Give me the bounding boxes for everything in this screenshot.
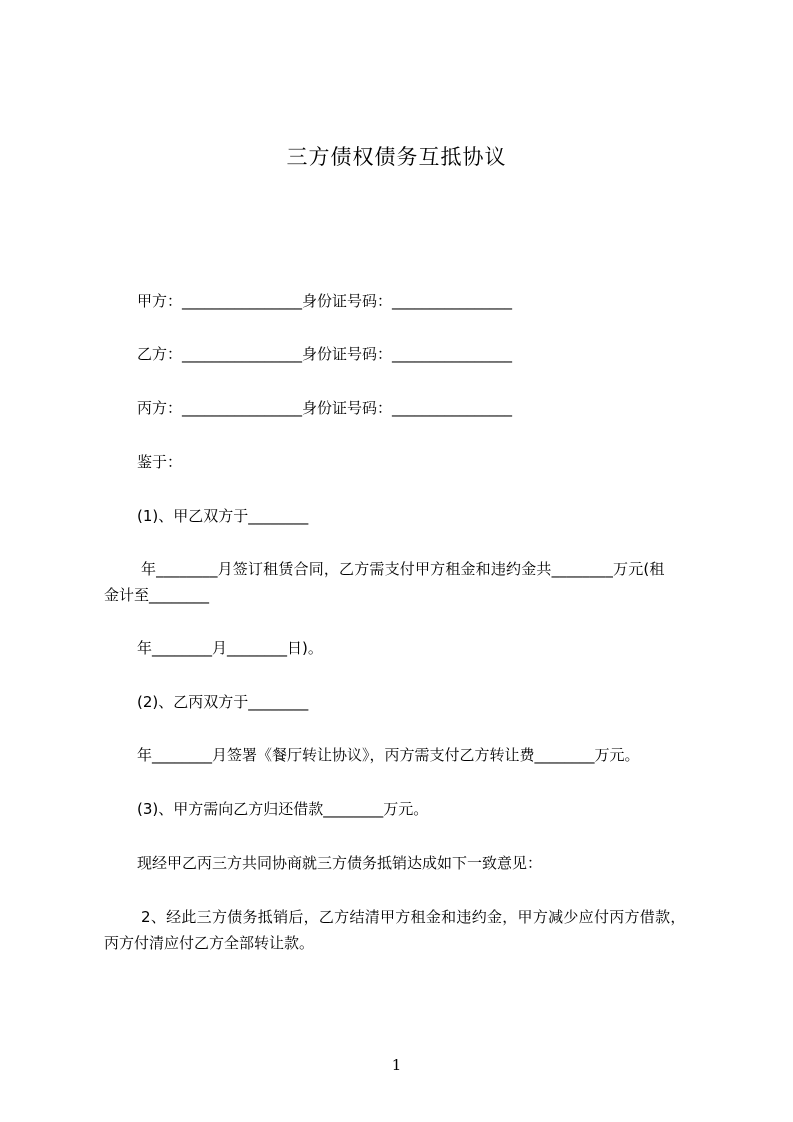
clause-1-line-2: 年________月签订租赁合同，乙方需支付甲方租金和违约金共________万元(租 — [141, 560, 665, 578]
clause-1-line-3: 金计至________ — [104, 586, 210, 604]
clause-3-line: (3)、甲方需向乙方归还借款________万元。 — [137, 800, 429, 818]
document-title: 三方债权债务互抵协议 — [286, 145, 507, 169]
agreement-intro: 现经甲乙丙三方共同协商就三方债务抵销达成如下一致意见： — [137, 854, 543, 872]
party-a-line: 甲方：________________身份证号码：________________ — [137, 292, 513, 310]
party-c-line: 丙方：________________身份证号码：________________ — [137, 399, 513, 417]
page-number: 1 — [391, 1056, 402, 1074]
clause-1-line-4: 年________月________日)。 — [137, 639, 323, 657]
point-2-line-1: 2、经此三方债务抵销后，乙方结清甲方租金和违约金，甲方减少应付丙方借款， — [141, 908, 686, 926]
clause-2-line-1: (2)、乙丙双方于________ — [137, 693, 309, 711]
whereas-heading: 鉴于： — [137, 453, 183, 471]
party-b-line: 乙方：________________身份证号码：________________ — [137, 345, 513, 363]
clause-2-line-2: 年________月签署《餐厅转让协议》，丙方需支付乙方转让费________万元。 — [137, 746, 640, 764]
clause-1-line-1: (1)、甲乙双方于________ — [137, 507, 309, 525]
point-2-line-2: 丙方付清应付乙方全部转让款。 — [104, 934, 315, 952]
